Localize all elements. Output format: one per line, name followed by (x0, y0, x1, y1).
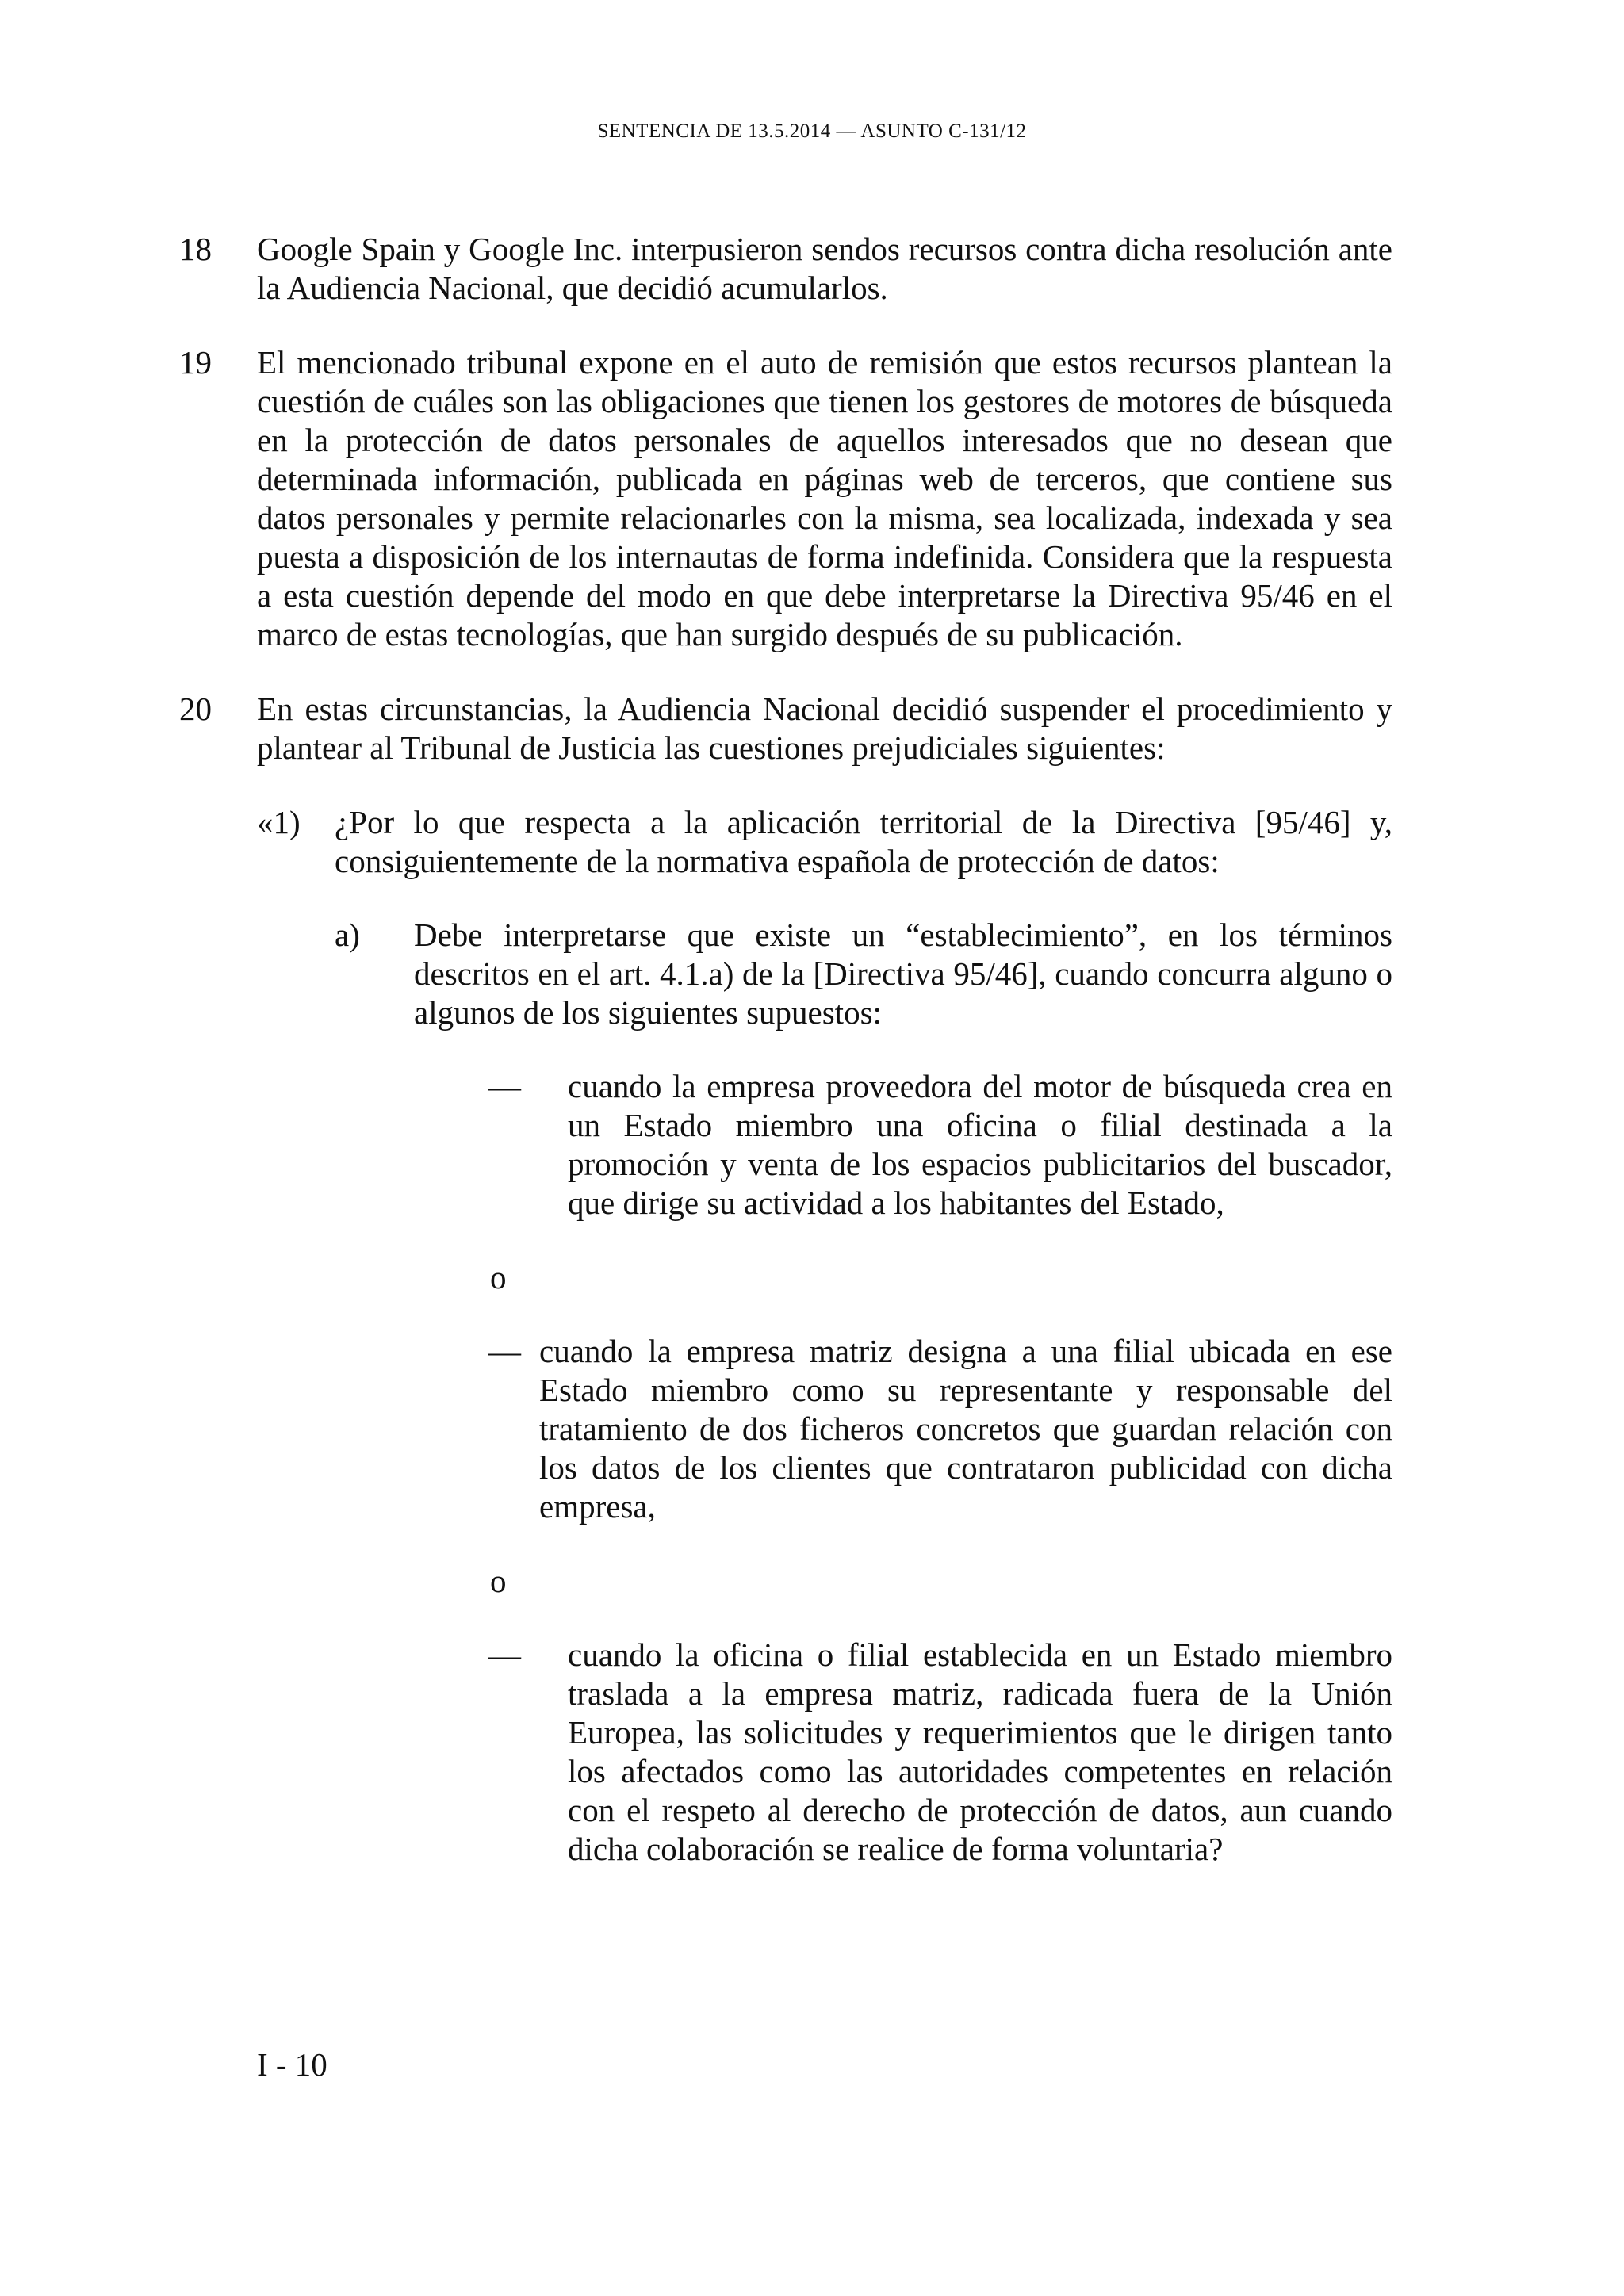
list-item-text: cuando la empresa proveedora del motor de búsqueda crea en un Estado miembro una oficina o filial destinada a la promoción y venta de los espacios publicitarios del buscador, que dirige su actividad a los habitantes del Estado, (568, 1068, 1392, 1221)
paragraph-text: En estas circunstancias, la Audiencia Nacional decidió suspender el procedimiento y plantear al Tribunal de Justicia las cuestiones prejudiciales siguientes: (257, 691, 1392, 766)
paragraph-text: Google Spain y Google Inc. interpusieron sendos recursos contra dicha resolución ante la Audiencia Nacional, que decidió acumularlos. (257, 231, 1392, 306)
list-item-text: cuando la empresa matriz designa a una filial ubicada en ese Estado miembro como su representante y responsable del tratamiento de dos ficheros concretos que guardan relación con los datos de los clientes que contrataron publicidad con dicha empresa, (539, 1333, 1392, 1525)
paragraph-20 (179, 690, 1392, 767)
sub-question-text: Debe interpretarse que existe un “establecimiento”, en los términos descritos en el art. 4.1.a) de la [Directiva 95/46], cuando concurra alguno o algunos de los siguientes supuestos: (414, 916, 1392, 1031)
paragraph-text: El mencionado tribunal expone en el auto de remisión que estos recursos plantean la cuestión de cuáles son las obligaciones que tienen los gestores de motores de búsqueda en la protección de datos personales de aquellos interesados que no desean que determinada información, publicada en páginas web de terceros, que contiene sus datos personales y permite relacionarles con la misma, sea localizada, indexada y sea puesta a disposición de los internautas de forma indefinida. Considera que la respuesta a esta cuestión depende del modo en que debe interpretarse la Directiva 95/46 en el marco de estas tecnologías, que han surgido después de su publicación. (257, 344, 1392, 652)
list-item (488, 1067, 1392, 1223)
or-separator: o (490, 1563, 507, 1599)
list-item (488, 1332, 1392, 1526)
dash-marker: — (488, 1636, 521, 1673)
running-header: SENTENCIA DE 13.5.2014 — ASUNTO C-131/12 (597, 121, 1027, 142)
paragraph-number: 19 (179, 344, 212, 381)
list-item-text: cuando la oficina o filial establecida en un Estado miembro traslada a la empresa matriz, radicada fuera de la Unión Europea, las solicitudes y requerimientos que le dirigen tanto los afectados como las autoridades competentes en relación con el respeto al derecho de protección de datos, aun cuando dicha colaboración se realice de forma voluntaria? (568, 1636, 1392, 1867)
question-1 (257, 803, 1392, 881)
or-separator: o (490, 1259, 507, 1295)
question-text: ¿Por lo que respecta a la aplicación territorial de la Directiva [95/46] y, consiguientemente de la normativa española de protección de datos: (335, 804, 1392, 879)
dash-marker: — (488, 1068, 521, 1104)
dash-marker: — (488, 1333, 521, 1369)
paragraph-number: 20 (179, 691, 212, 727)
paragraph-19 (179, 343, 1392, 654)
question-1-sub-a (335, 916, 1392, 1032)
judgment-body (179, 230, 1392, 1869)
paragraph-number: 18 (179, 231, 212, 267)
question-label: «1) (257, 804, 301, 840)
paragraph-18 (179, 230, 1392, 308)
page-number: I - 10 (257, 2046, 327, 2083)
sub-question-label: a) (335, 916, 360, 953)
list-item (488, 1636, 1392, 1869)
